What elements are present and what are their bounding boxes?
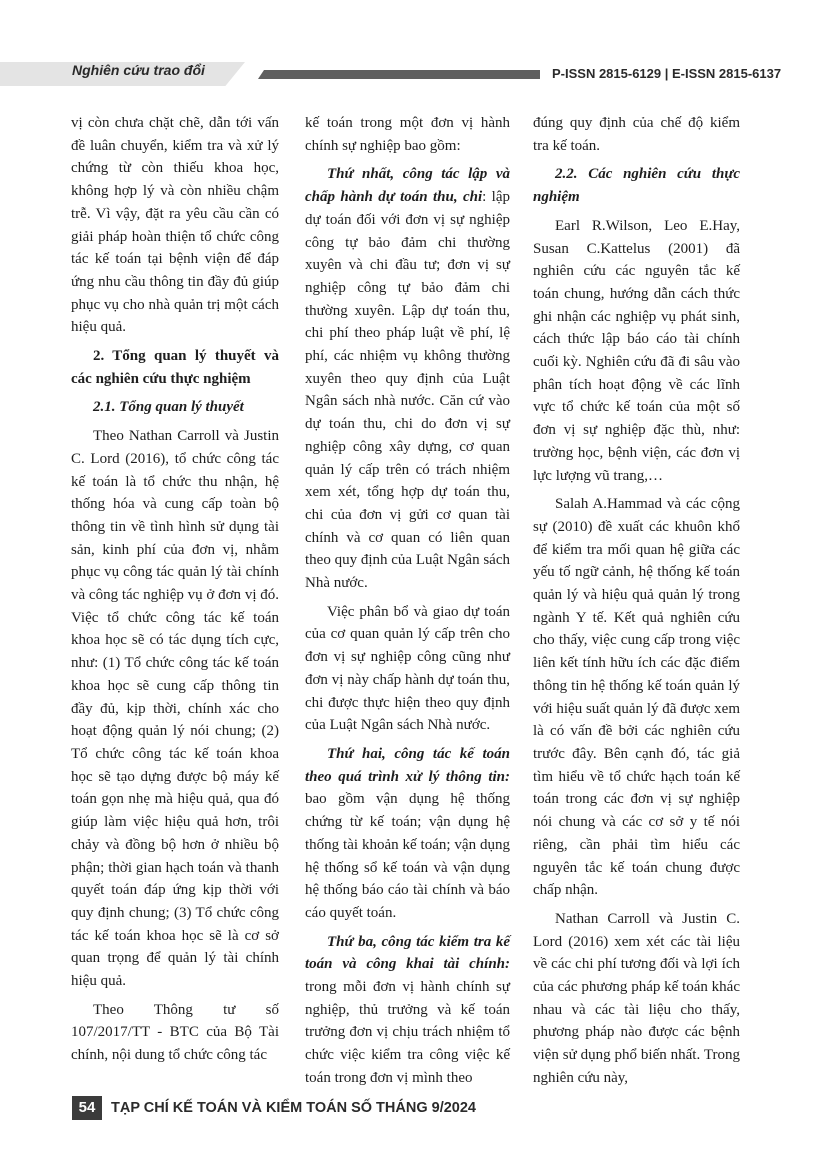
page-header xyxy=(0,58,819,90)
column-2 xyxy=(305,112,510,1090)
section-heading: 2. Tổng quan lý thuyết và các nghiên cứu thực nghiệm xyxy=(71,348,279,387)
paragraph-text: bao gồm vận dụng hệ thống chứng từ kế toán; vận dụng hệ thống tài khoản kế toán; vận dụng hệ thống sổ kế toán và vận dụng hệ thống báo cáo tài chính và báo cáo quyết toán. xyxy=(305,791,510,921)
paragraph xyxy=(305,931,510,1090)
paragraph xyxy=(305,163,510,594)
section-title: Nghiên cứu trao đổi xyxy=(72,62,205,78)
paragraph: Việc phân bổ và giao dự toán của cơ quan quản lý cấp trên cho đơn vị sự nghiệp công cũng như đơn vị này chấp hành dự toán thu, chi được thực hiện theo quy định của Luật Ngân sách Nhà nước. xyxy=(305,603,510,734)
column-1 xyxy=(71,112,279,1067)
subsection-heading: 2.2. Các nghiên cứu thực nghiệm xyxy=(533,166,740,206)
paragraph: kế toán trong một đơn vị hành chính sự nghiệp bao gồm: xyxy=(305,115,510,154)
paragraph-text: : lập dự toán đối với đơn vị sự nghiệp công tự bảo đảm chi thường xuyên và chi đầu tư; đơn vị sự nghiệp công tự bảo đảm chi thường xuyên. Lập dự toán thu, chi phí theo pháp luật về phí, lệ phí, các nhiệm vụ không thường xuyên theo quy định của Luật Ngân sách nhà nước. Căn cứ vào dự toán thu, chi do đơn vị sự nghiệp công xây dựng, cơ quan quản lý cấp trên có trách nhiệm xem xét, tổng hợp dự toán thu, chi của đơn vị gửi cơ quan tài chính và cơ quan có liên quan theo quy định của Luật Ngân sách Nhà nước. xyxy=(305,189,511,592)
paragraph: Nathan Carroll và Justin C. Lord (2016) xem xét các tài liệu về các chi phí tương đối và lợi ích của các phương pháp kế toán khác nhau và các tài liệu cho thấy, phương pháp nào được các bệnh viện sử dụng phổ biến nhất. Trong nghiên cứu này, xyxy=(533,910,740,1086)
column-3 xyxy=(533,112,740,1090)
paragraph-lead: Thứ nhất, công tác lập và chấp hành dự toán thu, chi xyxy=(305,166,510,206)
page-footer xyxy=(0,1091,819,1131)
page-number: 54 xyxy=(72,1096,102,1120)
paragraph-text: trong mỗi đơn vị hành chính sự nghiệp, thủ trưởng và kế toán trưởng đơn vị chịu trách nhiệm tổ chức việc kiểm tra công việc kế toán trong đơn vị mình theo xyxy=(305,979,510,1086)
paragraph-lead: Thứ ba, công tác kiểm tra kế toán và công khai tài chính: xyxy=(305,933,510,973)
paragraph: Salah A.Hammad và các cộng sự (2010) đề xuất các khuôn khổ để kiểm tra mối quan hệ giữa các yếu tố ngữ cảnh, hệ thống kế toán quản lý và hiệu quả quản lý trong ngành Y tế. Kết quả nghiên cứu cho thấy, việc cung cấp trong việc liên kết tính hữu ích các đặc điểm thông tin hệ thống kế toán quản lý với hiệu suất quản lý đã được xem là có vấn đề bởi các nghiên cứu trước đây. Bên cạnh đó, tác giả tìm hiểu về tổ chức hạch toán kế toán trong các đơn vị sự nghiệp nói chung và các cơ sở y tế nói riêng, cần phải tìm hiểu các nguyên tắc kế toán chung được chấp nhận. xyxy=(533,496,740,899)
paragraph: Earl R.Wilson, Leo E.Hay, Susan C.Kattelus (2001) đã nghiên cứu các nguyên tắc kế toán chung, hướng dẫn cách thức ghi nhận các nghiệp vụ phát sinh, cách thức lập báo cáo tài chính cuối kỳ. Nghiên cứu đã đi sâu vào phân tích hoạt động về các lĩnh vực tổ chức kế toán của một số đơn vị sự nghiệp đặc thù, như: trường học, bệnh viện, các đơn vị lực lượng vũ trang,… xyxy=(533,217,740,484)
paragraph: Theo Thông tư số 107/2017/TT - BTC của Bộ Tài chính, nội dung tổ chức công tác xyxy=(71,1001,279,1064)
issn-label: P-ISSN 2815-6129 | E-ISSN 2815-6137 xyxy=(552,66,782,81)
journal-name: TẠP CHÍ KẾ TOÁN VÀ KIỂM TOÁN SỐ THÁNG 9/2024 xyxy=(111,1100,476,1116)
paragraph: Theo Nathan Carroll và Justin C. Lord (2016), tổ chức công tác kế toán là tổ chức thu nhận, hệ thống hóa và cung cấp toàn bộ thông tin về tình hình sử dụng tài sản, kinh phí của đơn vị, nhằm phục vụ công tác quản lý tài chính và công tác nghiệp vụ ở đơn vị đó. Việc tổ chức công tác kế toán khoa học sẽ có tác dụng tích cực, như: (1) Tổ chức công tác kế toán khoa học sẽ cung cấp thông tin đầy đủ, kịp thời, chính xác cho hoạt động quản lý nói chung; (2) Tổ chức công tác kế toán khoa học sẽ tạo dựng được bộ máy kế toán gọn nhẹ mà hiệu quả, qua đó giúp làm việc hiệu quả hơn, trôi chảy và đồng bộ hơn ở nhiều bộ phận; thời gian hạch toán và thanh quyết toán đáp ứng kịp thời với quy định chung; (3) Tổ chức công tác kế toán khoa học sẽ là cơ sở quan trọng để quản lý tài chính hiệu quả. xyxy=(71,428,279,990)
paragraph: đúng quy định của chế độ kiểm tra kế toán. xyxy=(533,115,740,154)
subsection-heading: 2.1. Tổng quan lý thuyết xyxy=(93,399,244,416)
paragraph: vị còn chưa chặt chẽ, dẫn tới vấn đề luân chuyển, kiểm tra và xử lý chứng từ còn thiếu khoa học, không hợp lý và còn nhiều chậm trễ. Vì vậy, đặt ra yêu cầu cần có giải pháp hoàn thiện tổ chức công tác kế toán tại bệnh viện để đáp ứng nhu cầu thông tin đầy đủ giúp phục vụ cho nhà quản trị một cách hiệu quả. xyxy=(71,115,279,336)
paragraph-lead: Thứ hai, công tác kế toán theo quá trình xử lý thông tin: xyxy=(305,745,510,785)
header-rule xyxy=(258,70,540,79)
paragraph xyxy=(305,743,510,925)
